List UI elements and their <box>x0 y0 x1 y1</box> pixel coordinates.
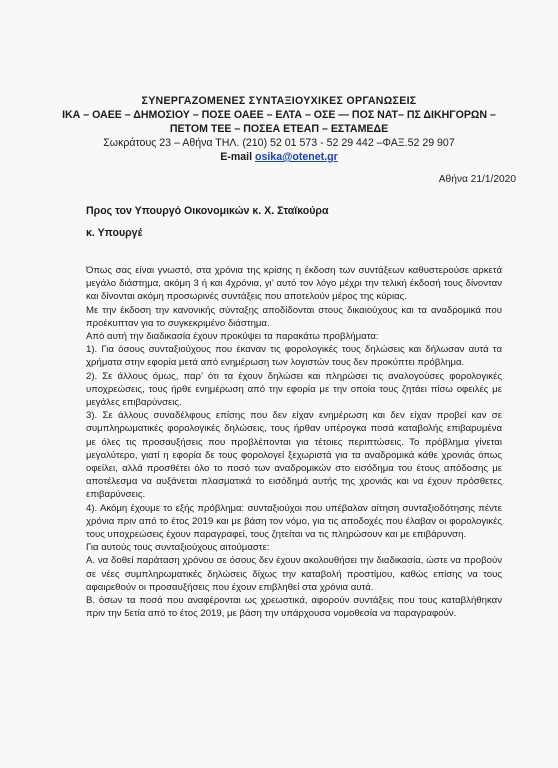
paragraph-request-b: Β. όσων τα ποσά που αναφέρονται ως χρεωστικά, αφορούν συντάξεις που τους καταβλήθηκαν πριν την 5ετία από το έτος 2019, με βάση την υπάρχουσα νομοθεσία να παραγραφούν. <box>86 595 502 620</box>
paragraph-requests-intro: Για αυτούς τους συνταξιούχους αιτούμαστε: <box>86 542 270 554</box>
paragraph-problem-3: 3). Σε άλλους συναδέλφους επίσης που δεν είχαν ενημέρωση και δεν είχαν προβεί καν σε συμπληρωματικές φορολογικές δηλώσεις, τους ήρθαν υπέρογκα ποσά καταβολής επιβαρυμένα με όλες τις προσαυξήσεις που προβλέπονται για τέτοιες περιπτώσεις. Το πρόβλημα γίνεται μεγαλύτερο, γιατί η εφορία δε τους φορολογεί ξεχωριστά για τα αναδρομικά κάθε χρονιάς όπως οφείλει, αλλά προσθέτει όλο το ποσό των αναδρομικών στο εισόδημα του έτους απόδοσης με αποτέλεσμα να αυξάνεται πλασματικά το εισόδημά αυτής της χρονιάς και να έχουν πρόσθετες επιβαρύνσεις. <box>86 410 502 501</box>
paragraph-problem-2: 2). Σε άλλους όμως, παρ’ ότι τα έχουν δηλώσει και πληρώσει τις αναλογούσες φορολογικές υποχρεώσεις, τους ήρθε ενημέρωση από την εφορία με την οποία τους ζητάει πίσω οφειλές με μεγάλες επιβαρύνσεις. <box>86 370 502 409</box>
paragraph-intro: Όπως σας είναι γνωστό, στα χρόνια της κρίσης η έκδοση των συντάξεων καθυστερούσε αρκετά μεγάλο διάστημα, ακόμη 3 ή και 4χρόνια, γι’ αυτό τον λόγο μέχρι την τελική έκδοσή τους δίνονταν και δίνονται ακόμη προσωρινές συντάξεις που αποτελούν μέρος της κύριας. <box>86 265 502 303</box>
email-label: E-mail <box>220 151 253 163</box>
paragraph-request-a: Α. να δοθεί παράταση χρόνου σε όσους δεν έχουν ακολουθήσει την διαδικασία, ώστε να προβούν σε νέες συμπληρωματικές δηλώσεις δίχως την καταβολή προστίμου, καθώς επίσης να τους αφαιρεθούν οι προσαυξήσεις που έχουν επιβληθεί στα χρόνια αυτά. <box>86 555 502 593</box>
letter-body <box>86 264 502 620</box>
paragraph-problems-intro: Από αυτή την διαδικασία έχουν προκύψει τα παρακάτω προβλήματα: <box>86 331 379 343</box>
paragraph-retroactive: Με την έκδοση την κανονικής σύνταξης αποδίδονται στους δικαιούχους και τα αναδρομικά που προέκυπταν για το συγκεκριμένο διάστημα. <box>86 304 502 329</box>
paragraph-problem-1: 1). Για όσους συνταξιούχους που έκαναν τις φορολογικές τους δηλώσεις και δήλωσαν αυτά τα χρήματα στην εφορία μετά από ενημέρωση των λογιστών τους δεν προκύπτει πρόβλημα. <box>86 344 502 369</box>
org-members-line2: ΠΕΤΟΜ ΤΕΕ – ΠΟΣΕΑ ΕΤΕΑΠ – ΕΣΤΑΜΕΔΕ <box>169 123 389 135</box>
recipient-line: Προς τον Υπουργό Οικονομικών κ. Χ. Σταϊκούρα <box>86 205 329 217</box>
email-line <box>0 150 558 164</box>
recipient-block <box>86 200 328 244</box>
letterhead <box>0 94 558 164</box>
org-title: ΣΥΝΕΡΓΑΖΟΜΕΝΕΣ ΣΥΝΤΑΞΙΟΥΧΙΚΕΣ ΟΡΓΑΝΩΣΕΙΣ <box>141 95 417 107</box>
email-link[interactable]: osika@otenet.gr <box>255 151 338 163</box>
org-members-line1: ΙΚΑ – ΟΑΕΕ – ΔΗΜΟΣΙΟΥ – ΠΟΣΕ ΟΑΕΕ – ΕΛΤΑ – ΟΣΕ — ΠΟΣ ΝΑΤ– ΠΣ ΔΙΚΗΓΟΡΩΝ – <box>62 109 496 121</box>
address-line: Σωκράτους 23 – Αθήνα ΤΗΛ. (210) 52 01 573 - 52 29 442 –ΦΑΞ.52 29 907 <box>103 137 455 149</box>
salutation: κ. Υπουργέ <box>86 227 143 239</box>
letter-date: Αθήνα 21/1/2020 <box>438 174 516 185</box>
paragraph-problem-4: 4). Ακόμη έχουμε το εξής πρόβλημα: συνταξιούχοι που υπέβαλαν αίτηση συνταξιοδότησης πέντε χρόνια πριν από το έτος 2019 και με βάση τον νόμο, για τις αποδοχές που έλαβαν οι φορολογικές τους υποχρεώσεις έχουν παραγραφεί, τους ζητείται να τις πληρώσουν και με επιβάρυνση. <box>86 502 502 541</box>
